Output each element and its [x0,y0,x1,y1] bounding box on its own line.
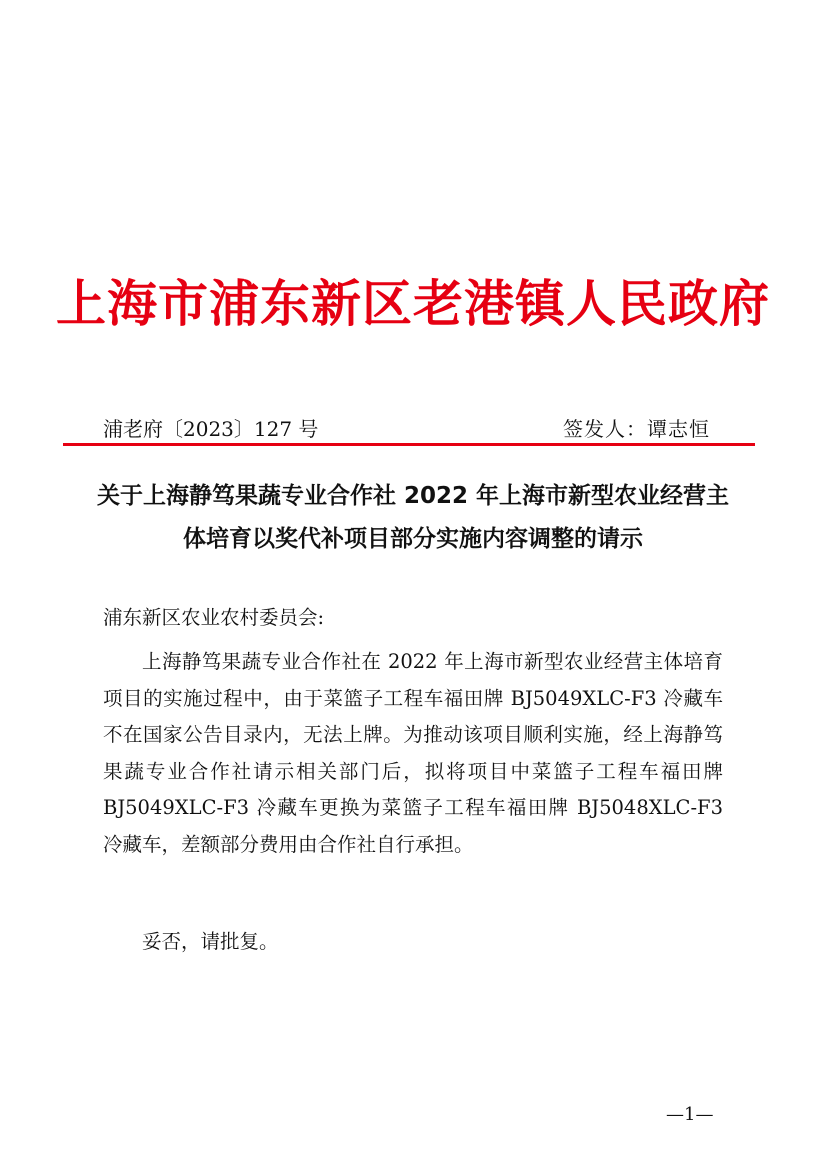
signer: 签发人：谭志恒 [563,417,710,441]
red-header-rule [63,443,755,446]
closing-line: 妥否，请批复。 [142,930,279,953]
addressee: 浦东新区农业农村委员会: [103,606,325,629]
body-paragraph: 上海静笃果蔬专业合作社在 2022 年上海市新型农业经营主体培育项目的实施过程中，由于菜篮子工程车福田牌 BJ5049XLC-F3 冷藏车不在国家公告目录内，无法上牌。为推动该项目顺利实施，经上海静笃果蔬专业合作社请示相关部门后，拟将项目中菜篮子工程车福田牌 BJ5049XLC-F3 冷藏车更换为菜篮子工程车福田牌 BJ5048XLC-F3 冷藏车，差额部分费用由合作社自行承担。 [103,650,723,856]
page-number: —1— [666,1104,714,1125]
document-title: 关于上海静笃果蔬专业合作社 2022 年上海市新型农业经营主体培育以奖代补项目部分实施内容调整的请示 [96,483,730,552]
document-number: 浦老府〔2023〕127 号 [103,417,319,441]
agency-masthead: 上海市浦东新区老港镇人民政府 [56,275,770,333]
